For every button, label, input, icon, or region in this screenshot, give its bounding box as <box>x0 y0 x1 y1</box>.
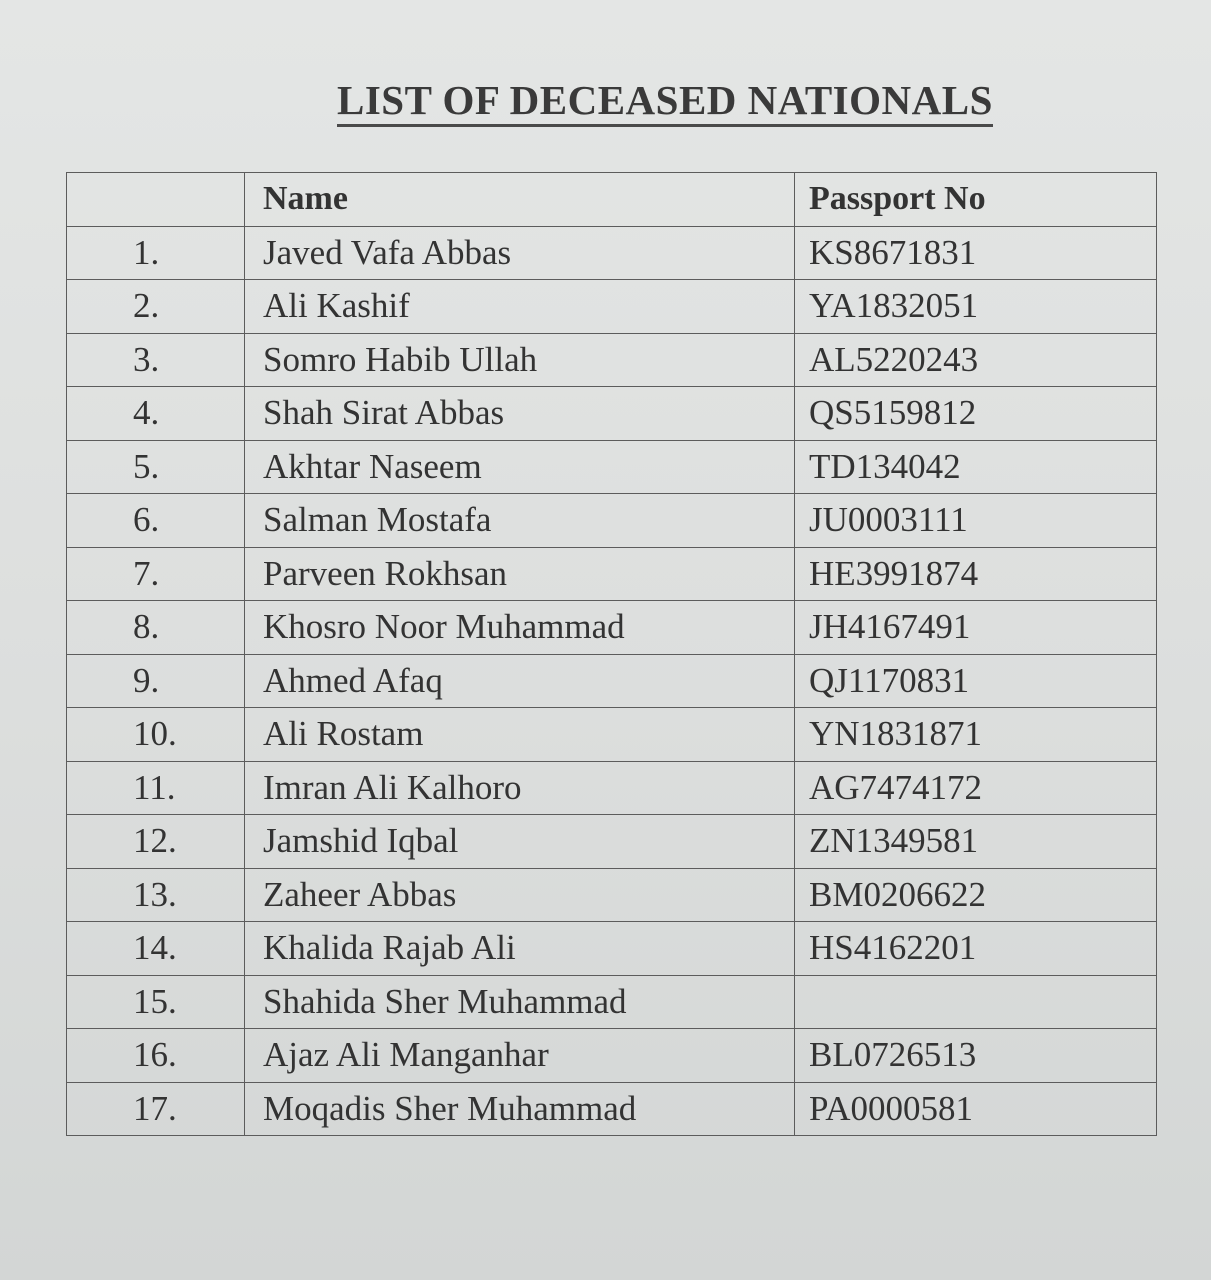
row-passport: YN1831871 <box>795 708 1157 762</box>
row-passport: AG7474172 <box>795 761 1157 815</box>
table-row <box>67 280 1157 334</box>
table-row <box>67 226 1157 280</box>
header-passport: Passport No <box>795 173 1157 227</box>
table-row <box>67 1029 1157 1083</box>
row-name: Khalida Rajab Ali <box>245 922 795 976</box>
row-number: 11. <box>67 761 245 815</box>
row-name: Jamshid Iqbal <box>245 815 795 869</box>
table-row <box>67 922 1157 976</box>
row-number: 3. <box>67 333 245 387</box>
row-name: Ali Kashif <box>245 280 795 334</box>
row-passport: QS5159812 <box>795 387 1157 441</box>
row-passport: JU0003111 <box>795 494 1157 548</box>
row-name: Moqadis Sher Muhammad <box>245 1082 795 1136</box>
row-name: Shah Sirat Abbas <box>245 387 795 441</box>
row-number: 17. <box>67 1082 245 1136</box>
table-row <box>67 547 1157 601</box>
row-number: 9. <box>67 654 245 708</box>
row-passport: HS4162201 <box>795 922 1157 976</box>
row-name: Salman Mostafa <box>245 494 795 548</box>
row-number: 16. <box>67 1029 245 1083</box>
row-name: Parveen Rokhsan <box>245 547 795 601</box>
row-name: Imran Ali Kalhoro <box>245 761 795 815</box>
row-passport: KS8671831 <box>795 226 1157 280</box>
row-name: Ajaz Ali Manganhar <box>245 1029 795 1083</box>
row-number: 1. <box>67 226 245 280</box>
table-row <box>67 494 1157 548</box>
row-name: Ali Rostam <box>245 708 795 762</box>
table-row <box>67 333 1157 387</box>
table-row <box>67 975 1157 1029</box>
row-number: 13. <box>67 868 245 922</box>
row-passport: PA0000581 <box>795 1082 1157 1136</box>
row-passport <box>795 975 1157 1029</box>
table-row <box>67 1082 1157 1136</box>
table-row <box>67 815 1157 869</box>
row-number: 4. <box>67 387 245 441</box>
row-passport: BM0206622 <box>795 868 1157 922</box>
table-row <box>67 654 1157 708</box>
table-row <box>67 761 1157 815</box>
row-passport: BL0726513 <box>795 1029 1157 1083</box>
table-header-row <box>67 173 1157 227</box>
row-passport: QJ1170831 <box>795 654 1157 708</box>
row-passport: JH4167491 <box>795 601 1157 655</box>
table-row <box>67 440 1157 494</box>
row-number: 8. <box>67 601 245 655</box>
table-body <box>67 226 1157 1136</box>
row-passport: ZN1349581 <box>795 815 1157 869</box>
row-name: Somro Habib Ullah <box>245 333 795 387</box>
row-number: 15. <box>67 975 245 1029</box>
row-number: 14. <box>67 922 245 976</box>
table-row <box>67 387 1157 441</box>
table-row <box>67 868 1157 922</box>
row-name: Javed Vafa Abbas <box>245 226 795 280</box>
row-number: 7. <box>67 547 245 601</box>
deceased-nationals-table <box>66 172 1157 1136</box>
row-number: 10. <box>67 708 245 762</box>
table-row <box>67 708 1157 762</box>
header-name: Name <box>245 173 795 227</box>
row-passport: TD134042 <box>795 440 1157 494</box>
row-passport: HE3991874 <box>795 547 1157 601</box>
row-name: Khosro Noor Muhammad <box>245 601 795 655</box>
header-number <box>67 173 245 227</box>
table-row <box>67 601 1157 655</box>
row-number: 5. <box>67 440 245 494</box>
row-passport: AL5220243 <box>795 333 1157 387</box>
row-name: Akhtar Naseem <box>245 440 795 494</box>
row-name: Zaheer Abbas <box>245 868 795 922</box>
row-name: Ahmed Afaq <box>245 654 795 708</box>
row-passport: YA1832051 <box>795 280 1157 334</box>
row-number: 2. <box>67 280 245 334</box>
row-number: 6. <box>67 494 245 548</box>
document-title: LIST OF DECEASED NATIONALS <box>337 76 997 124</box>
row-name: Shahida Sher Muhammad <box>245 975 795 1029</box>
row-number: 12. <box>67 815 245 869</box>
